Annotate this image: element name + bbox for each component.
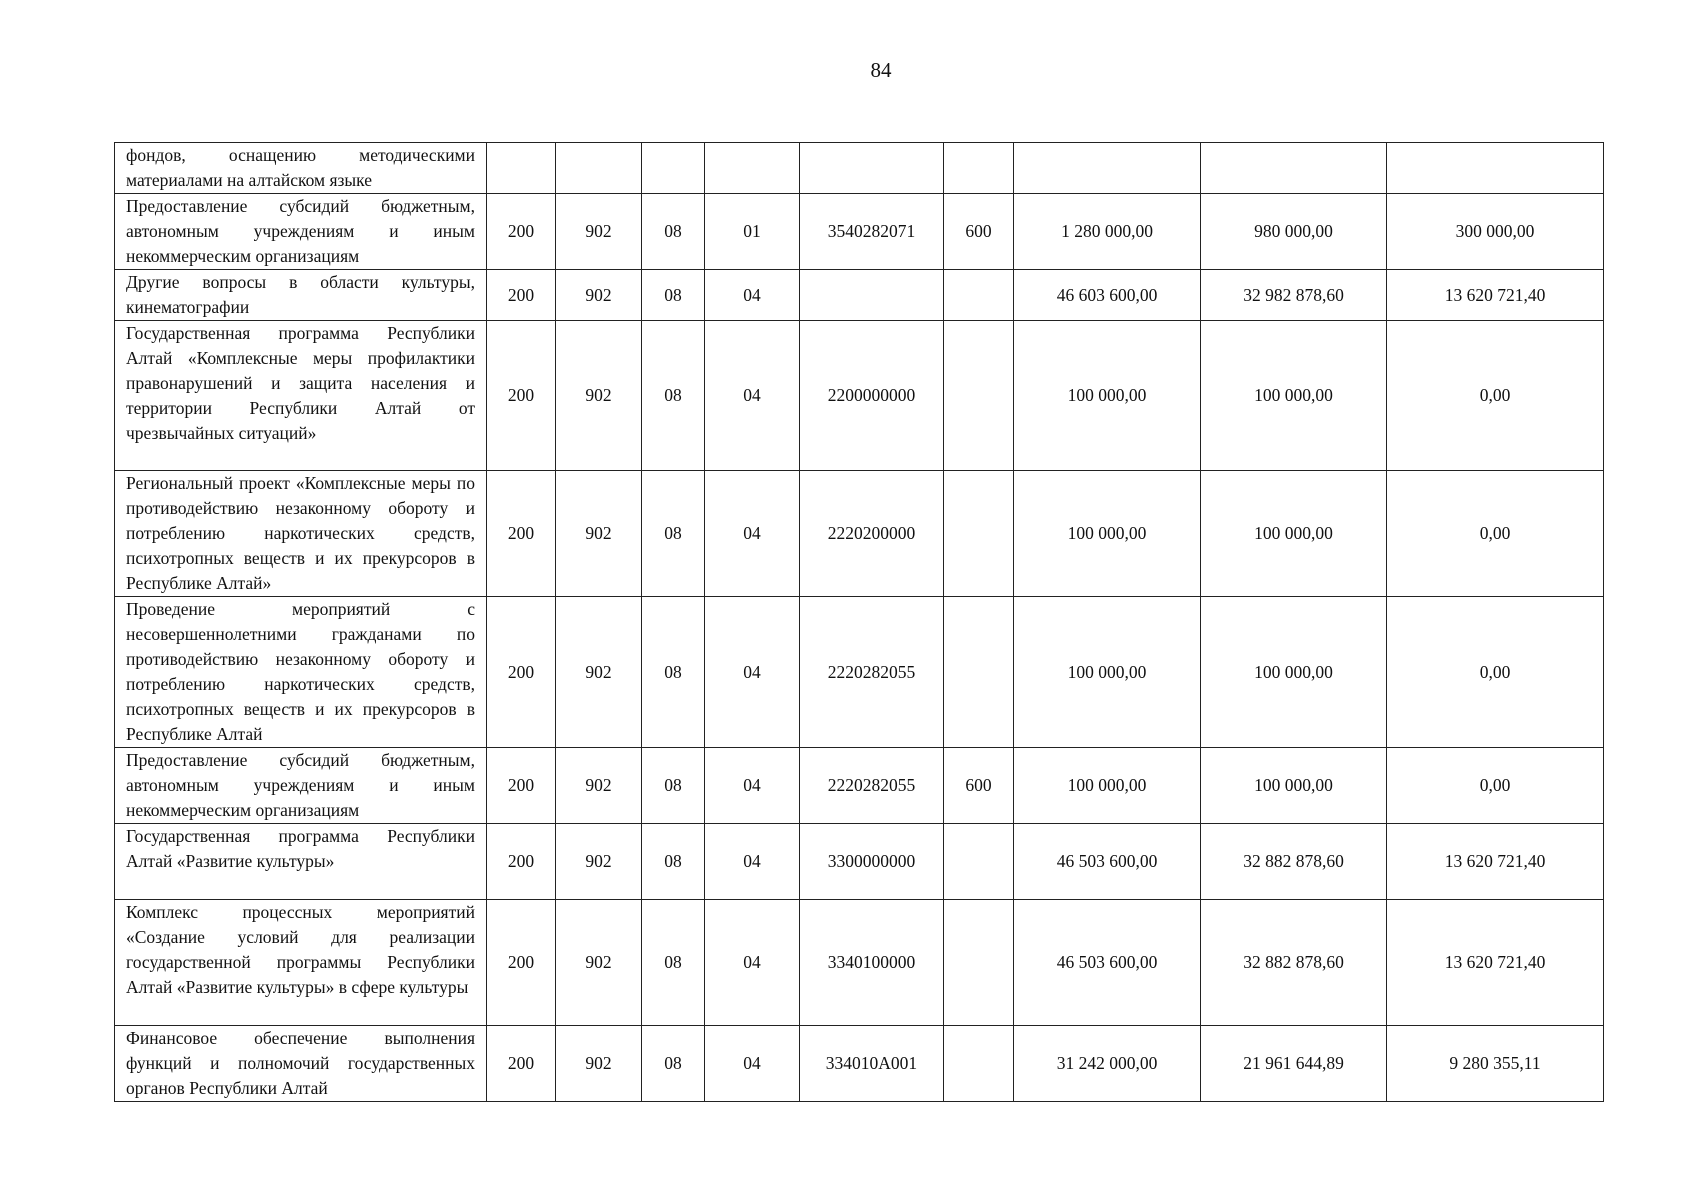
expense-type-cell: 600: [944, 748, 1014, 824]
target-article-cell: 3300000000: [800, 824, 944, 900]
amount-total-cell: 100 000,00: [1014, 748, 1201, 824]
table-row: [115, 748, 1604, 824]
amount-total-cell: 100 000,00: [1014, 597, 1201, 748]
subsection-code-cell: 04: [705, 748, 800, 824]
table-row: [115, 471, 1604, 597]
expense-type-cell: [944, 900, 1014, 1026]
code-column-cell: 200: [487, 1026, 556, 1102]
ministry-code-cell: 902: [556, 471, 642, 597]
amount-total-cell: 1 280 000,00: [1014, 194, 1201, 270]
code-column-cell: 200: [487, 270, 556, 321]
target-article-cell: 2200000000: [800, 321, 944, 471]
target-article-cell: 3340100000: [800, 900, 944, 1026]
amount-total-cell: [1014, 143, 1201, 194]
amount-remaining-cell: 0,00: [1387, 597, 1604, 748]
amount-executed-cell: 32 982 878,60: [1201, 270, 1387, 321]
row-description-cell: Предоставление субсидий бюджетным, автономным учреждениям и иным некоммерческим организациям: [115, 194, 487, 270]
amount-executed-cell: 32 882 878,60: [1201, 900, 1387, 1026]
section-code-cell: 08: [642, 270, 705, 321]
code-column-cell: 200: [487, 900, 556, 1026]
section-code-cell: 08: [642, 748, 705, 824]
expense-type-cell: 600: [944, 194, 1014, 270]
page-number: 84: [870, 58, 892, 82]
code-column-cell: [487, 143, 556, 194]
amount-executed-cell: 100 000,00: [1201, 748, 1387, 824]
amount-executed-cell: [1201, 143, 1387, 194]
section-code-cell: 08: [642, 597, 705, 748]
table-row: [115, 270, 1604, 321]
table-row: [115, 1026, 1604, 1102]
amount-remaining-cell: [1387, 143, 1604, 194]
target-article-cell: 3540282071: [800, 194, 944, 270]
amount-total-cell: 100 000,00: [1014, 471, 1201, 597]
subsection-code-cell: 01: [705, 194, 800, 270]
expense-type-cell: [944, 471, 1014, 597]
subsection-code-cell: 04: [705, 597, 800, 748]
table-row: [115, 321, 1604, 471]
row-description-cell: Другие вопросы в области культуры, кинематографии: [115, 270, 487, 321]
expense-type-cell: [944, 824, 1014, 900]
amount-executed-cell: 980 000,00: [1201, 194, 1387, 270]
target-article-cell: 334010А001: [800, 1026, 944, 1102]
code-column-cell: 200: [487, 194, 556, 270]
code-column-cell: 200: [487, 597, 556, 748]
section-code-cell: 08: [642, 824, 705, 900]
amount-executed-cell: 100 000,00: [1201, 321, 1387, 471]
code-column-cell: 200: [487, 824, 556, 900]
expense-type-cell: [944, 1026, 1014, 1102]
target-article-cell: 2220200000: [800, 471, 944, 597]
amount-remaining-cell: 0,00: [1387, 471, 1604, 597]
row-description-cell: Проведение мероприятий с несовершеннолетними гражданами по противодействию незаконному обороту и потреблению наркотических средств, психотропных веществ и их прекурсоров в Республике Алтай: [115, 597, 487, 748]
amount-executed-cell: 21 961 644,89: [1201, 1026, 1387, 1102]
code-column-cell: 200: [487, 748, 556, 824]
ministry-code-cell: 902: [556, 270, 642, 321]
target-article-cell: [800, 143, 944, 194]
ministry-code-cell: 902: [556, 748, 642, 824]
table-row: [115, 900, 1604, 1026]
amount-remaining-cell: 300 000,00: [1387, 194, 1604, 270]
code-column-cell: 200: [487, 321, 556, 471]
amount-executed-cell: 100 000,00: [1201, 597, 1387, 748]
subsection-code-cell: 04: [705, 900, 800, 1026]
row-description-cell: Региональный проект «Комплексные меры по противодействию незаконному обороту и потреблению наркотических средств, психотропных веществ и их прекурсоров в Республике Алтай»: [115, 471, 487, 597]
section-code-cell: [642, 143, 705, 194]
subsection-code-cell: [705, 143, 800, 194]
ministry-code-cell: 902: [556, 824, 642, 900]
amount-executed-cell: 32 882 878,60: [1201, 824, 1387, 900]
amount-executed-cell: 100 000,00: [1201, 471, 1387, 597]
section-code-cell: 08: [642, 194, 705, 270]
expense-type-cell: [944, 143, 1014, 194]
amount-remaining-cell: 13 620 721,40: [1387, 824, 1604, 900]
subsection-code-cell: 04: [705, 321, 800, 471]
amount-remaining-cell: 9 280 355,11: [1387, 1026, 1604, 1102]
budget-table: [114, 142, 1604, 1102]
ministry-code-cell: [556, 143, 642, 194]
row-description-cell: Государственная программа Республики Алтай «Комплексные меры профилактики правонарушений и защита населения и территории Республики Алтай от чрезвычайных ситуаций»: [115, 321, 487, 471]
subsection-code-cell: 04: [705, 471, 800, 597]
row-description-cell: Финансовое обеспечение выполнения функций и полномочий государственных органов Республики Алтай: [115, 1026, 487, 1102]
amount-remaining-cell: 0,00: [1387, 748, 1604, 824]
target-article-cell: [800, 270, 944, 321]
amount-remaining-cell: 13 620 721,40: [1387, 270, 1604, 321]
amount-total-cell: 31 242 000,00: [1014, 1026, 1201, 1102]
ministry-code-cell: 902: [556, 597, 642, 748]
section-code-cell: 08: [642, 321, 705, 471]
amount-total-cell: 46 503 600,00: [1014, 900, 1201, 1026]
row-description-cell: Государственная программа Республики Алтай «Развитие культуры»: [115, 824, 487, 900]
expense-type-cell: [944, 270, 1014, 321]
amount-total-cell: 100 000,00: [1014, 321, 1201, 471]
section-code-cell: 08: [642, 471, 705, 597]
amount-total-cell: 46 503 600,00: [1014, 824, 1201, 900]
amount-remaining-cell: 13 620 721,40: [1387, 900, 1604, 1026]
target-article-cell: 2220282055: [800, 748, 944, 824]
subsection-code-cell: 04: [705, 824, 800, 900]
row-description-cell: фондов, оснащению методическими материалами на алтайском языке: [115, 143, 487, 194]
ministry-code-cell: 902: [556, 194, 642, 270]
expense-type-cell: [944, 321, 1014, 471]
table-row: [115, 194, 1604, 270]
ministry-code-cell: 902: [556, 900, 642, 1026]
section-code-cell: 08: [642, 900, 705, 1026]
row-description-cell: Комплекс процессных мероприятий «Создание условий для реализации государственной программы Республики Алтай «Развитие культуры» в сфере культуры: [115, 900, 487, 1026]
table-row: [115, 143, 1604, 194]
row-description-cell: Предоставление субсидий бюджетным, автономным учреждениям и иным некоммерческим организациям: [115, 748, 487, 824]
expense-type-cell: [944, 597, 1014, 748]
ministry-code-cell: 902: [556, 321, 642, 471]
code-column-cell: 200: [487, 471, 556, 597]
table-row: [115, 597, 1604, 748]
subsection-code-cell: 04: [705, 270, 800, 321]
amount-remaining-cell: 0,00: [1387, 321, 1604, 471]
amount-total-cell: 46 603 600,00: [1014, 270, 1201, 321]
table-row: [115, 824, 1604, 900]
section-code-cell: 08: [642, 1026, 705, 1102]
ministry-code-cell: 902: [556, 1026, 642, 1102]
subsection-code-cell: 04: [705, 1026, 800, 1102]
target-article-cell: 2220282055: [800, 597, 944, 748]
